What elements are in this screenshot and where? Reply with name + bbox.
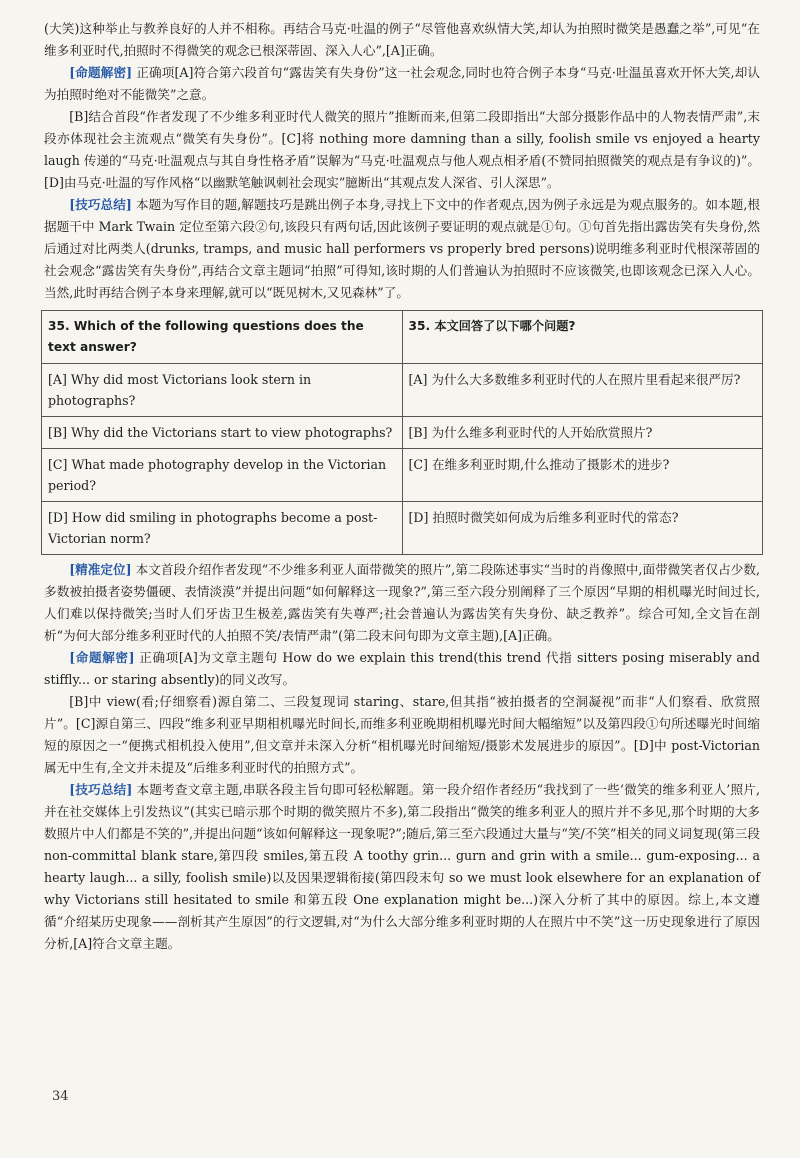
option-row-d [42, 502, 763, 555]
question-table [41, 310, 763, 555]
option-zh: [B] 为什么维多利亚时代的人开始欣赏照片? [402, 417, 763, 449]
paragraph-technique-summary [44, 779, 760, 955]
section-heading: [精准定位] [69, 562, 132, 577]
section-heading: [技巧总结] [69, 197, 132, 212]
question-table-header [42, 311, 763, 364]
option-row-b [42, 417, 763, 449]
page-content [44, 18, 760, 955]
option-en: [B] Why did the Victorians start to view photographs? [42, 417, 403, 449]
option-en: [C] What made photography develop in the Victorian period? [42, 449, 403, 502]
paragraph-text: 正确项[A]符合第六段首句“露齿笑有失身份”这一社会观念,同时也符合例子本身“马克·吐温虽喜欢开怀大笑,却认为拍照时绝对不能微笑”之意。 [44, 65, 761, 102]
paragraph-text: (大笑)这种举止与教养良好的人并不相称。再结合马克·吐温的例子“尽管他喜欢纵情大笑,却认为拍照时微笑是愚蠢之举”,可见“在维多利亚时代,拍照时不得微笑的观念已根深蒂固、深入人心”,[A]正确。 [44, 21, 760, 58]
paragraph-text: [B]结合首段“作者发现了不少维多利亚时代人微笑的照片”推断而来,但第二段即指出“大部分摄影作品中的人物表情严肃”,末段亦体现社会主流观点“微笑有失身份”。[C]将 nothing more damning than a silly, foolish smile vs enjoyed a hearty laugh 传递的“马克·吐温观点与其自身性格矛盾”误解为“马克·吐温观点与他人观点相矛盾(不赞同拍照微笑的观点是有争议的)”。[D]由马克·吐温的写作风格“以幽默笔触讽刺社会现实”臆断出“其观点发人深省、引人深思”。 [44, 109, 760, 190]
option-zh: [D] 拍照时微笑如何成为后维多利亚时代的常态? [402, 502, 763, 555]
paragraph-technique-summary [44, 194, 760, 304]
paragraph-distractor-analysis [44, 106, 760, 194]
paragraph-text: 本题考查文章主题,串联各段主旨句即可轻松解题。第一段介绍作者经历“我找到了一些‘微笑的维多利亚人’照片,并在社交媒体上引发热议”(其实已暗示那个时期的微笑照片不多),第二段指出“微笑的维多利亚人的照片并不多见,那个时期的大多数照片中人们都是不笑的”,并提出问题“该如何解释这一现象呢?”;随后,第三至六段通过大量与“笑/不笑”相关的同义词复现(第三段 non-committal blank stare,第四段 smiles,第五段 A toothy grin... gurn and grin with a smile... gum-exposing... a hearty laugh... a silly, foolish smile)以及因果逻辑衔接(第四段末句 so we must look elsewhere for an explanation of why Victorians still hesitated to smile 和第五段 One explanation might be...)深入分析了其中的原因。综上,本文遵循“介绍某历史现象——剖析其产生原因”的行文逻辑,对“为什么大部分维多利亚时期的人在照片中不笑”这一历史现象进行了原因分析,[A]符合文章主题。 [44, 782, 760, 951]
question-header-zh: 35. 本文回答了以下哪个问题? [402, 311, 763, 364]
section-heading: [技巧总结] [69, 782, 133, 797]
section-heading: [命题解密] [69, 65, 133, 80]
paragraph-question-decode [44, 62, 760, 106]
option-en: [A] Why did most Victorians look stern in photographs? [42, 364, 403, 417]
option-en: [D] How did smiling in photographs become a post-Victorian norm? [42, 502, 403, 555]
paragraph-precise-locate [44, 559, 760, 647]
paragraph-text: 本题为写作目的题,解题技巧是跳出例子本身,寻找上下文中的作者观点,因为例子永远是为观点服务的。如本题,根据题干中 Mark Twain 定位至第六段②句,该段只有两句话,因此该例子要证明的观点就是①句。①句首先指出露齿笑有失身份,然后通过对比两类人(drunks, tramps, and music hall performers vs properly bred persons)说明维多利亚时代根深蒂固的社会观念“露齿笑有失身份”,再结合文章主题词“拍照”可得知,该时期的人们普遍认为拍照时不应该微笑,也即该观念已深入人心。当然,此时再结合例子本身来理解,就可以“既见树木,又见森林”了。 [44, 197, 760, 300]
section-heading: [命题解密] [69, 650, 135, 665]
paragraph-text: [B]中 view(看;仔细察看)源自第二、三段复现词 staring、stare,但其指“被拍摄者的空洞凝视”而非“人们察看、欣赏照片”。[C]源自第三、四段“维多利亚早期相机曝光时间长,而维多利亚晚期相机曝光时间大幅缩短”以及第四段①句所述曝光时间缩短的原因之一“便携式相机投入使用”,但文章并未深入分析“相机曝光时间缩短/摄影术发展进步的原因”。[D]中 post-Victorian 属无中生有,全文并未提及“后维多利亚时代的拍照方式”。 [44, 694, 760, 775]
option-row-c [42, 449, 763, 502]
paragraph-answer-conclusion [44, 18, 760, 62]
paragraph-distractor-analysis [44, 691, 760, 779]
option-zh: [A] 为什么大多数维多利亚时代的人在照片里看起来很严厉? [402, 364, 763, 417]
option-zh: [C] 在维多利亚时期,什么推动了摄影术的进步? [402, 449, 763, 502]
paragraph-text: 正确项[A]为文章主题句 How do we explain this trend(this trend 代指 sitters posing miserably and stiffly... or staring absently)的同义改写。 [44, 650, 760, 687]
paragraph-text: 本文首段介绍作者发现“不少维多利亚人面带微笑的照片”,第二段陈述事实“当时的肖像照中,面带微笑者仅占少数,多数被拍摄者姿势僵硬、表情淡漠”并提出问题“如何解释这一现象?”,第三至六段分别阐释了三个原因“早期的相机曝光时间过长,人们难以保持微笑;当时人们牙齿卫生极差,露齿笑有失尊严;社会普遍认为露齿笑有失身份、缺乏教养”。综合可知,全文旨在剖析“为何大部分维多利亚时代的人拍照不笑/表情严肃”(第二段末问句即为文章主题),[A]正确。 [44, 562, 760, 643]
question-header-en: 35. Which of the following questions does the text answer? [42, 311, 403, 364]
page-number: 34 [52, 1089, 69, 1104]
paragraph-question-decode [44, 647, 760, 691]
option-row-a [42, 364, 763, 417]
